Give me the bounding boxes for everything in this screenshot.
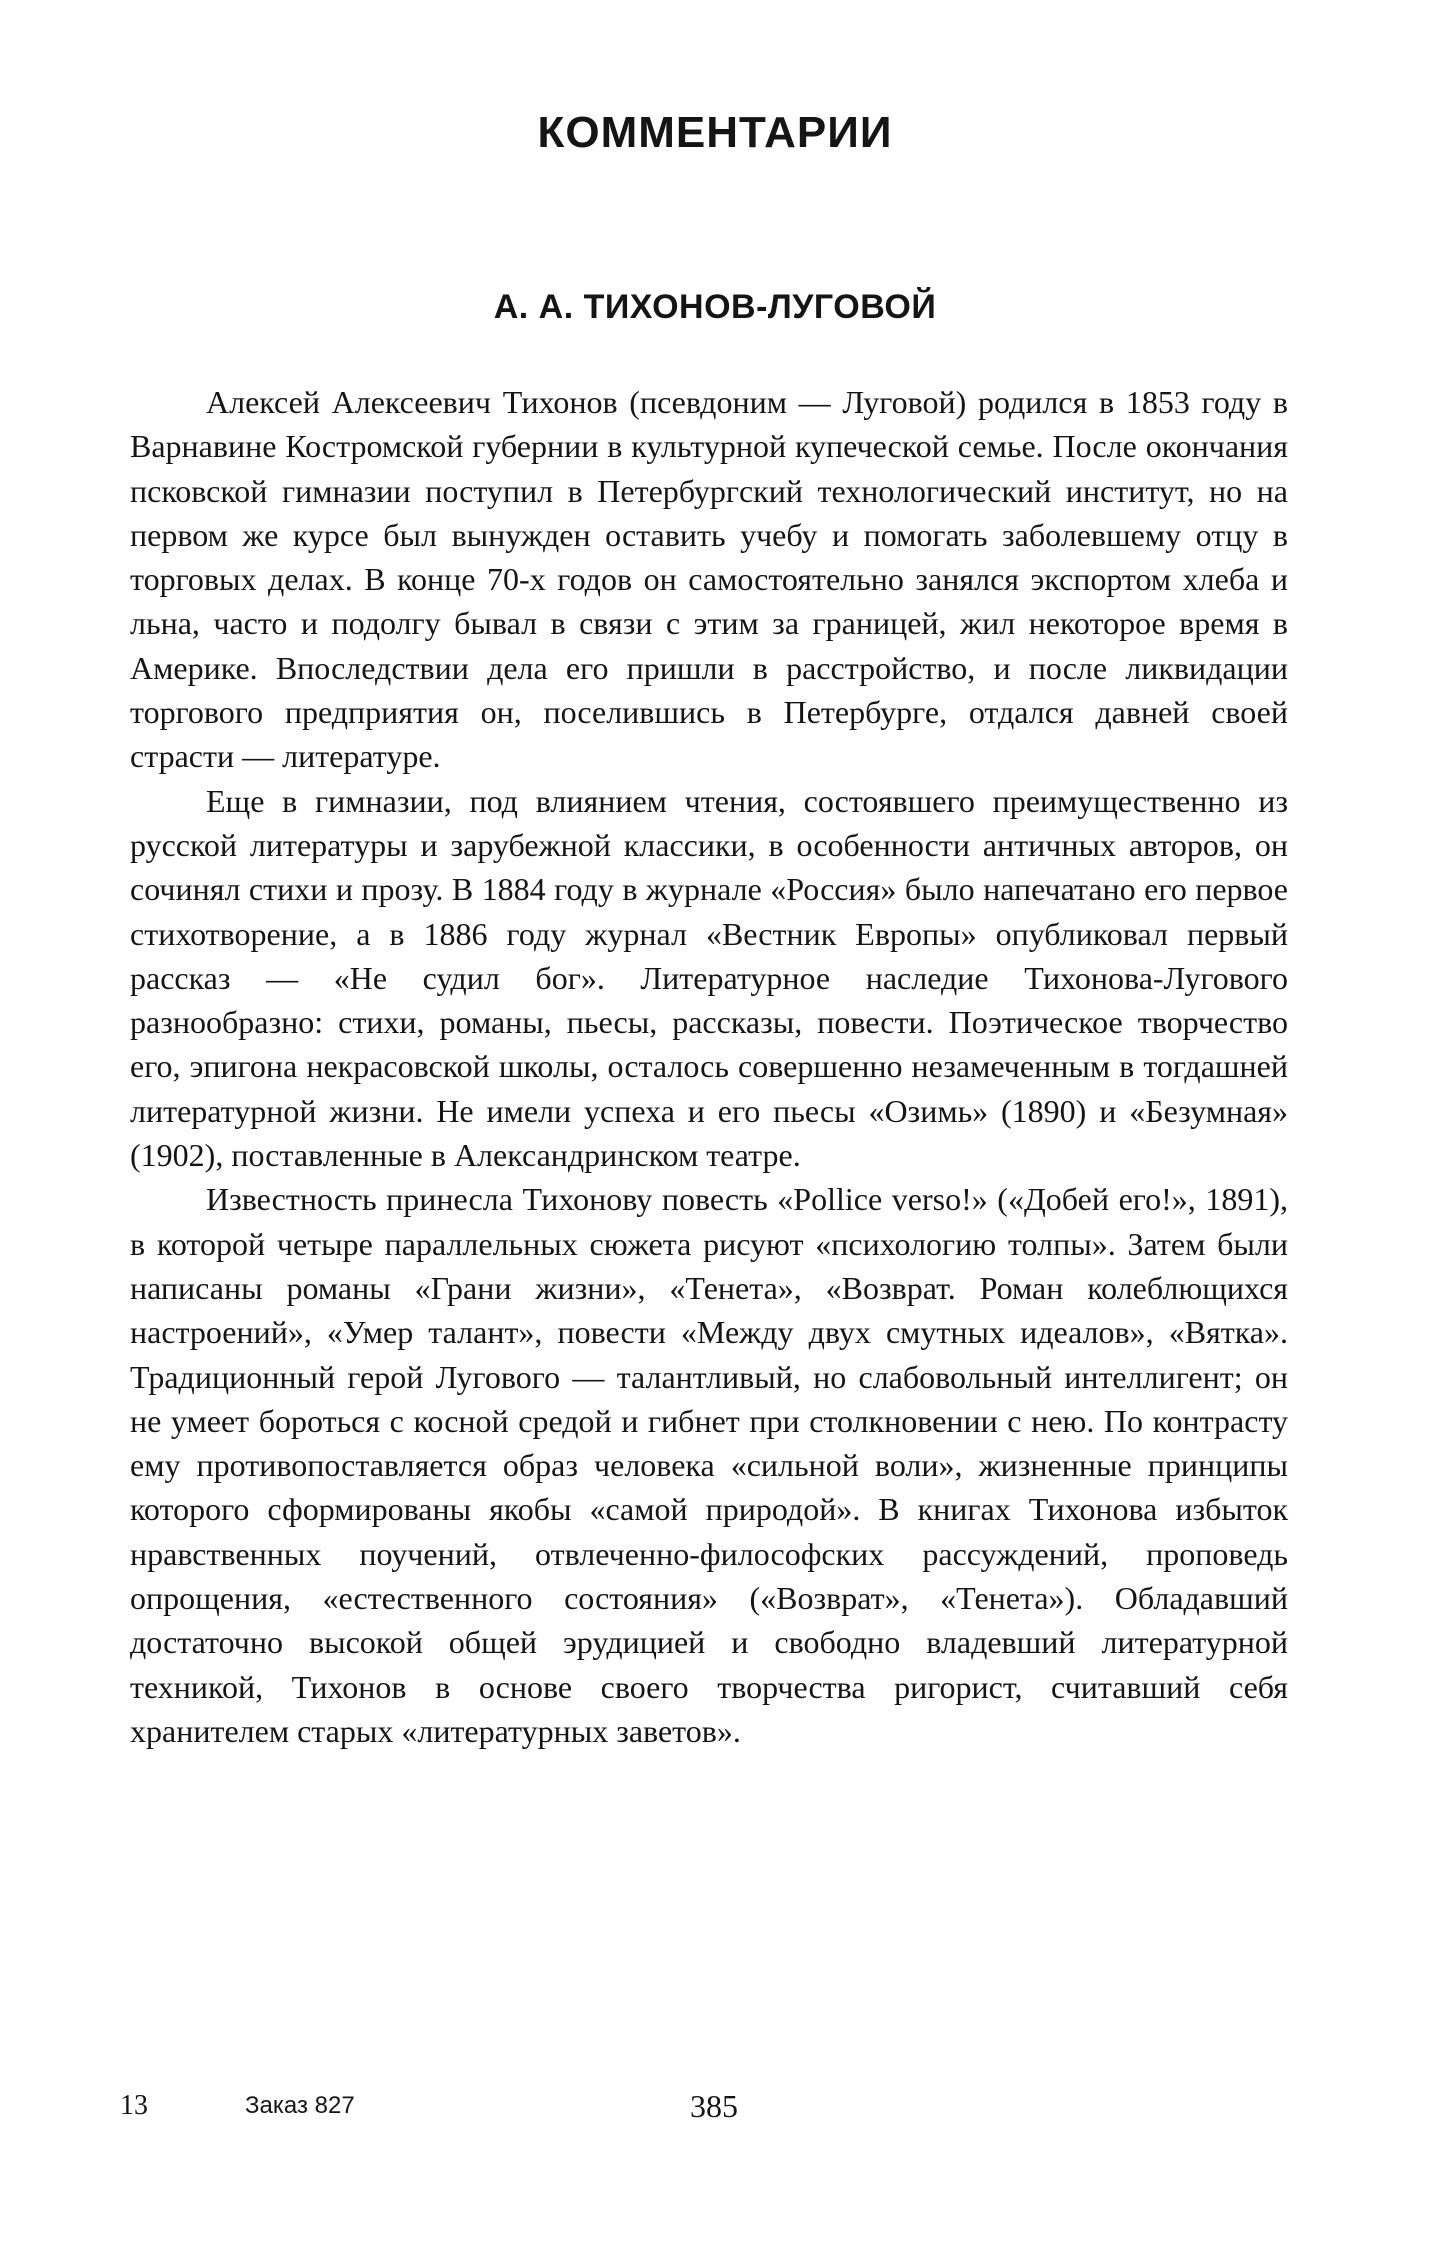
paragraph-early-works: Еще в гимназии, под влиянием чтения, состоявшего преимущественно из русской литературы и зарубежной классики, в особенности античных авторов, он сочинял стихи и прозу. В 1884 году в журнале «Россия» было напечатано его первое стихотворение, а в 1886 году журнал «Вестник Европы» опубликовал первый рассказ — «Не судил бог». Литературное наследие Тихонова-Лугового разнообразно: стихи, романы, пьесы, рассказы, повести. Поэтическое творчество его, эпигона некрасовской школы, осталось совершенно незамеченным в тогдашней литературной жизни. Не имели успеха и его пьесы «Озимь» (1890) и «Безумная» (1902), поставленные в Александринском театре. <box>130 782 1288 1174</box>
signature-number: 13 <box>120 2090 148 2121</box>
page-number: 385 <box>690 2088 738 2124</box>
paragraph-fame-and-novels: Известность принесла Тихонову повесть «Pollice verso!» («Добей его!», 1891), в которой четыре параллельных сюжета рисуют «психологию толпы». Затем были написаны романы «Грани жизни», «Тенета», «Возврат. Роман колеблющихся настроений», «Умер талант», повести «Между двух смутных идеалов», «Вятка». Традиционный герой Лугового — талантливый, но слабовольный интеллигент; он не умеет бороться с косной средой и гибнет при столкновении с нею. По контрасту ему противопоставляется образ человека «сильной воли», жизненные принципы которого сформированы якобы «самой природой». В книгах Тихонова избыток нравственных поучений, отвлеченно-философских рассуждений, проповедь опрощения, «естественного состояния» («Возврат», «Тенета»). Обладавший достаточно высокой общей эрудицией и свободно владевший литературной техникой, Тихонов в основе своего творчества ригорист, считавший себя хранителем старых «литературных заветов». <box>130 1181 1288 1749</box>
commentary-body <box>130 380 1288 1753</box>
page-footer <box>0 2090 1430 2130</box>
author-title: А. А. ТИХОНОВ-ЛУГОВОЙ <box>493 288 937 326</box>
section-title: КОММЕНТАРИИ <box>537 108 893 157</box>
order-label: Заказ 827 <box>245 2092 355 2119</box>
paragraph-biography: Алексей Алексеевич Тихонов (псевдоним — Луговой) родился в 1853 году в Варнавине Костромской губернии в культурной купеческой семье. После окончания псковской гимназии поступил в Петербургский технологический институт, но на первом же курсе был вынужден оставить учебу и помогать заболевшему отцу в торговых делах. В конце 70-х годов он самостоятельно занялся экспортом хлеба и льна, часто и подолгу бывал в связи с этим за границей, жил некоторое время в Америке. Впоследствии дела его пришли в расстройство, и после ликвидации торгового предприятия он, поселившись в Петербурге, отдался давней своей страсти — литературе. <box>130 384 1288 775</box>
